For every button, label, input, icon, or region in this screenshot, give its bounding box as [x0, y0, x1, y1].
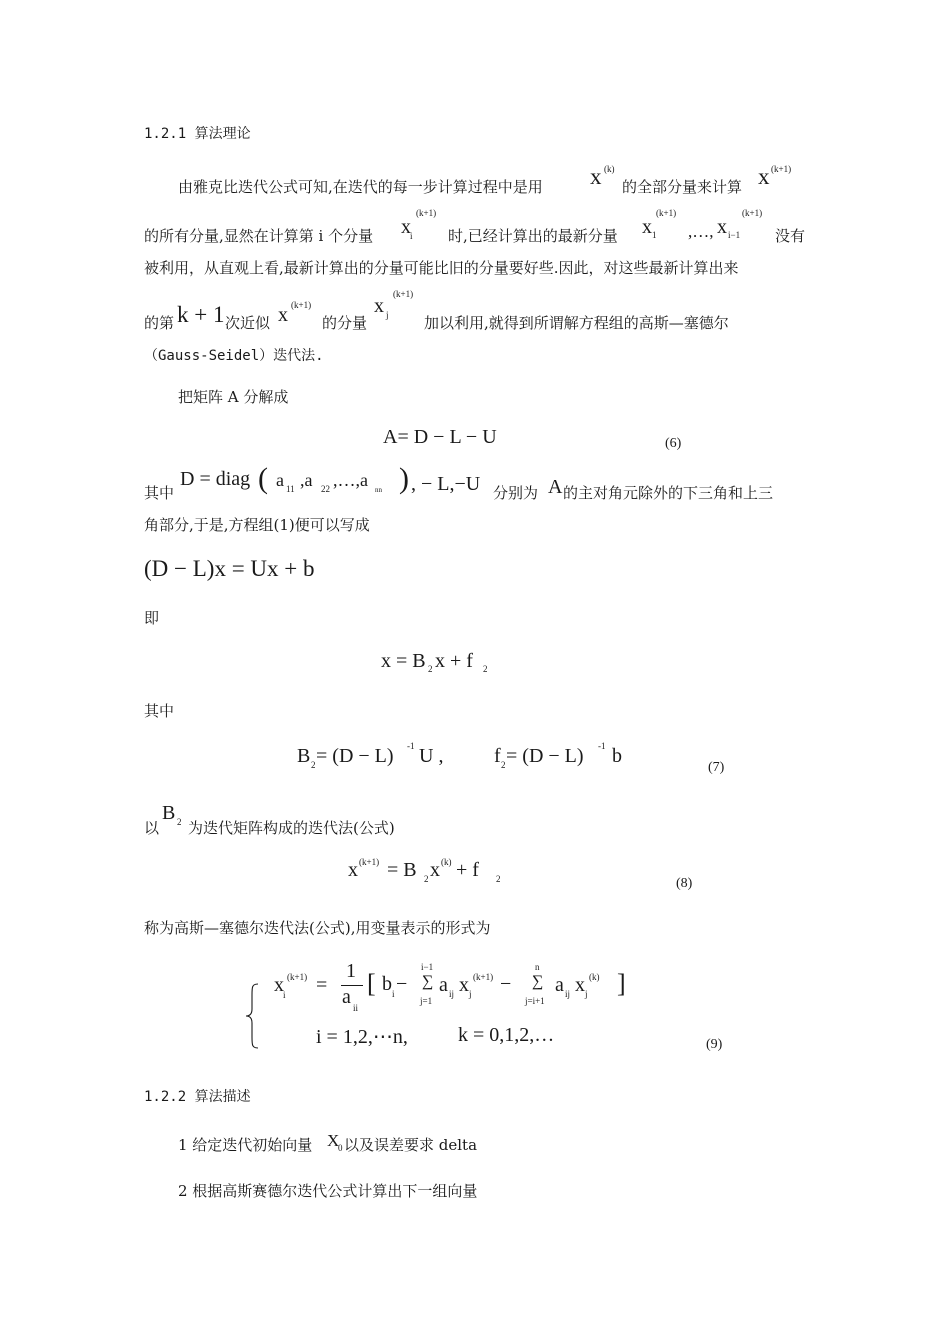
subscript-i-minus-1: i−1: [728, 230, 741, 240]
var-x: x: [374, 295, 384, 317]
var-b: b: [382, 973, 392, 995]
var-x: x: [274, 974, 284, 996]
para8-text: 角部分,于是,方程组(1)便可以写成: [144, 516, 370, 534]
minus-sign: −: [500, 973, 512, 995]
para2-text-c: 没有: [775, 227, 806, 245]
para1-text-a: 由雅克比迭代公式可知,在迭代的每一步计算过程中是用: [178, 178, 543, 196]
step2-text: 2 根据高斯赛德尔迭代公式计算出下一组向量: [178, 1182, 478, 1200]
superscript-k-plus-1: (k+1): [771, 164, 792, 174]
equation-number-8: (8): [676, 876, 693, 891]
para4-text-a: 的第: [144, 314, 175, 332]
equation-number-6: (6): [665, 436, 682, 451]
para3-text: 被利用，从直观上看,最新计算出的分量可能比旧的分量要好些.因此，对这些最新计算出来: [144, 259, 739, 277]
para4-text-c: 的分量: [322, 314, 368, 332]
para9-text: 即: [144, 609, 160, 627]
var-x: x: [348, 859, 358, 881]
equation-6: A= D − L − U: [383, 426, 497, 448]
sum2-upper: n: [535, 962, 540, 972]
step1-text-a: 1 给定迭代初始向量: [178, 1136, 313, 1154]
var-A: A: [548, 476, 563, 498]
subscript-11: 11: [286, 484, 295, 494]
equation-x-lhs: x = B: [381, 650, 426, 672]
equation-x-rhs: x + f: [435, 650, 473, 672]
minus-l-minus-u: , − L,−U: [411, 473, 481, 495]
left-paren: (: [258, 462, 268, 495]
var-x: x: [430, 859, 440, 881]
superscript-k-plus-1: (k+1): [287, 972, 308, 982]
para5-text: （Gauss-Seidel）迭代法.: [144, 348, 324, 364]
superscript-k-plus-1: (k+1): [393, 289, 414, 299]
superscript-k-plus-1: (k+1): [473, 972, 494, 982]
plus-f: + f: [456, 859, 479, 881]
minus-sign: −: [396, 973, 408, 995]
subscript-2: 2: [501, 760, 506, 770]
para6-text: 把矩阵 A 分解成: [178, 388, 289, 406]
para4-text-d: 加以利用,就得到所谓解方程组的高斯—塞德尔: [424, 314, 729, 332]
superscript-minus-1: -1: [598, 741, 606, 751]
diag-expression: D = diag: [180, 468, 251, 490]
sum2-sigma: ∑: [532, 973, 544, 990]
superscript-minus-1: -1: [407, 741, 415, 751]
subscript-0: 0: [338, 1143, 343, 1153]
subscript-22: 22: [321, 484, 330, 494]
superscript-k: (k): [441, 857, 452, 867]
subscript-ij: ij: [449, 989, 455, 999]
var-x: x: [642, 216, 652, 238]
subscript-2: 2: [428, 664, 433, 674]
left-bracket: [: [367, 969, 376, 998]
subscript-i: i: [410, 231, 413, 241]
subscript-2: 2: [424, 874, 429, 884]
var-b: b: [612, 745, 622, 767]
para4-text-b: 次近似: [225, 314, 271, 332]
var-x: x: [590, 164, 602, 189]
sum1-lower: j=1: [420, 996, 433, 1006]
subscript-j: j: [585, 989, 588, 999]
var-U: U ,: [419, 745, 444, 767]
subscript-1: 1: [652, 230, 657, 240]
left-brace: [244, 983, 260, 1049]
subscript-2: 2: [483, 664, 488, 674]
subscript-i: i: [283, 990, 286, 1000]
k-plus-1: k + 1: [177, 302, 225, 327]
superscript-k-plus-1: (k+1): [742, 208, 763, 218]
para1-text-b: 的全部分量来计算: [622, 178, 743, 196]
superscript-k: (k): [604, 164, 615, 174]
fraction-numerator: 1: [346, 960, 356, 982]
para10-text: 其中: [144, 702, 175, 720]
var-a11: a: [276, 470, 284, 490]
var-ann: ,…,a: [333, 470, 368, 490]
subscript-j: j: [386, 310, 389, 320]
right-paren: ): [399, 462, 409, 495]
equals-sign: =: [316, 974, 328, 996]
index-range-k: k = 0,1,2,…: [458, 1024, 555, 1046]
equals-B: = B: [387, 859, 417, 881]
para11-text-a: 以: [144, 819, 160, 837]
ellipsis: ,…,: [688, 222, 714, 241]
para7-text-a: 其中: [144, 484, 175, 502]
sum1-sigma: ∑: [422, 973, 434, 990]
para2-text-b: 时,已经计算出的最新分量: [448, 227, 618, 245]
equation-7-part-a: = (D − L): [316, 745, 394, 767]
var-f: f: [494, 745, 501, 767]
var-B: B: [297, 745, 311, 767]
para12-text: 称为高斯—塞德尔迭代法(公式),用变量表示的形式为: [144, 919, 491, 937]
var-x: x: [459, 974, 469, 996]
equation-number-7: (7): [708, 760, 725, 775]
subscript-nn: nn: [375, 486, 382, 494]
var-B: B: [162, 802, 176, 824]
equation-number-9: (9): [706, 1037, 723, 1052]
section-heading-1-2-1: 1.2.1 算法理论: [144, 126, 251, 142]
para7-text-c: 的主对角元除外的下三角和上三: [563, 484, 774, 502]
subscript-2: 2: [177, 817, 182, 827]
var-x: x: [401, 216, 411, 238]
sum2-lower: j=i+1: [525, 996, 545, 1006]
fraction-denominator: a: [342, 986, 351, 1008]
subscript-2: 2: [496, 874, 501, 884]
subscript-ij: ij: [565, 989, 571, 999]
para2-text-a: 的所有分量,显然在计算第 i 个分量: [144, 227, 374, 245]
section-heading-1-2-2: 1.2.2 算法描述: [144, 1089, 251, 1105]
subscript-2: 2: [311, 760, 316, 770]
right-bracket: ]: [617, 969, 626, 998]
var-x: x: [278, 304, 288, 326]
var-a: a: [555, 974, 564, 996]
index-range-i: i = 1,2,⋯n,: [316, 1026, 408, 1048]
subscript-j: j: [469, 989, 472, 999]
var-a: a: [439, 974, 448, 996]
superscript-k-plus-1: (k+1): [416, 208, 437, 218]
para11-text-b: 为迭代矩阵构成的迭代法(公式): [188, 819, 395, 837]
superscript-k-plus-1: (k+1): [359, 857, 380, 867]
var-x: x: [575, 974, 585, 996]
var-x: x: [758, 164, 770, 189]
superscript-k: (k): [589, 972, 600, 982]
subscript-i: i: [392, 989, 395, 999]
var-x: x: [717, 216, 727, 238]
var-X: X: [327, 1131, 340, 1150]
para7-text-b: 分别为: [493, 484, 539, 502]
superscript-k-plus-1: (k+1): [291, 300, 312, 310]
equation-7-part-b: = (D − L): [506, 745, 584, 767]
var-a22: ,a: [300, 470, 313, 490]
step1-text-b: 以及误差要求 delta: [344, 1136, 478, 1154]
sum1-upper: i−1: [421, 962, 434, 972]
superscript-k-plus-1: (k+1): [656, 208, 677, 218]
subscript-ii: ii: [353, 1003, 359, 1013]
equation-dl: (D − L)x = Ux + b: [144, 556, 315, 581]
